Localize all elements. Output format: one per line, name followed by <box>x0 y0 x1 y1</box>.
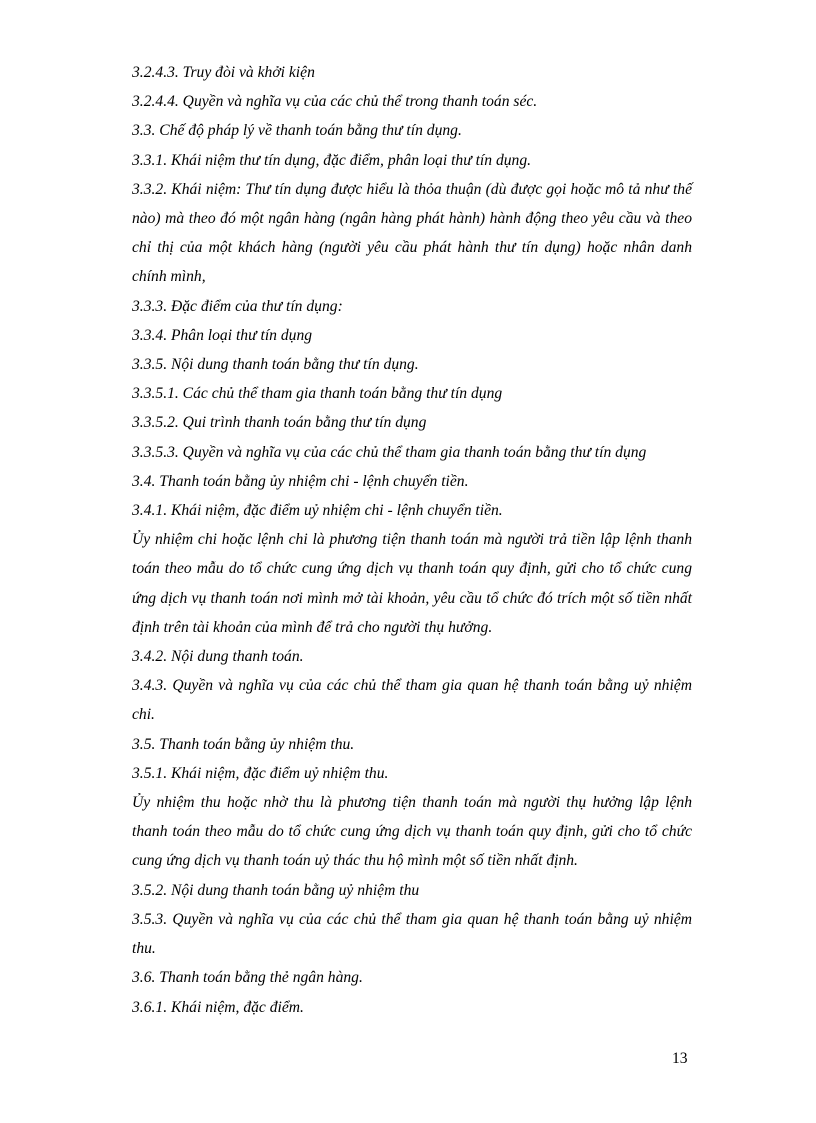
page-number: 13 <box>672 1050 688 1067</box>
heading-3-4: 3.4. Thanh toán bằng ủy nhiệm chi - lệnh chuyển tiền. <box>132 472 469 490</box>
heading-3-6-1: 3.6.1. Khái niệm, đặc điểm. <box>132 998 304 1016</box>
heading-3-6: 3.6. Thanh toán bằng thẻ ngân hàng. <box>132 969 363 987</box>
heading-3-2-4-3: 3.2.4.3. Truy đòi và khởi kiện <box>132 64 315 81</box>
heading-3-3-4: 3.3.4. Phân loại thư tín dụng <box>132 326 313 344</box>
heading-3-3-1: 3.3.1. Khái niệm thư tín dụng, đặc điểm, phân loại thư tín dụng. <box>132 151 532 169</box>
heading-3-4-2: 3.4.2. Nội dung thanh toán. <box>132 648 304 666</box>
heading-3-4-3: 3.4.3. Quyền và nghĩa vụ của các chủ thể tham gia quan hệ thanh toán bằng uỷ nhiệm chi. <box>132 677 692 724</box>
heading-3-5: 3.5. Thanh toán bằng ủy nhiệm thu. <box>132 735 355 753</box>
heading-3-2-4-4: 3.2.4.4. Quyền và nghĩa vụ của các chủ thể trong thanh toán séc. <box>132 93 538 111</box>
paragraph-3-3-2-definition: 3.3.2. Khái niệm: Thư tín dụng được hiểu là thỏa thuận (dù được gọi hoặc mô tả như thế nào) mà theo đó một ngân hàng (ngân hàng phát hành) hành động theo yêu cầu và theo chỉ thị của một khách hàng (người yêu cầu phát hành thư tín dụng) hoặc nhân danh chính mình, <box>132 180 692 286</box>
heading-3-3: 3.3. Chế độ pháp lý về thanh toán bằng thư tín dụng. <box>132 122 462 140</box>
heading-3-4-1: 3.4.1. Khái niệm, đặc điểm uỷ nhiệm chi - lệnh chuyển tiền. <box>132 502 503 520</box>
heading-3-3-5-1: 3.3.5.1. Các chủ thể tham gia thanh toán bằng thư tín dụng <box>132 385 503 403</box>
paragraph-uy-nhiem-chi: Ủy nhiệm chi hoặc lệnh chi là phương tiện thanh toán mà người trả tiền lập lệnh thanh toán theo mẫu do tổ chức cung ứng dịch vụ thanh toán quy định, gửi cho tổ chức cung ứng dịch vụ thanh toán nơi mình mở tài khoản, yêu cầu tổ chức đó trích một số tiền nhất định trên tài khoản của mình để trả cho người thụ hưởng. <box>132 531 692 636</box>
heading-3-5-3: 3.5.3. Quyền và nghĩa vụ của các chủ thể tham gia quan hệ thanh toán bằng uỷ nhiệm thu. <box>132 910 692 958</box>
heading-3-3-5-2: 3.3.5.2. Qui trình thanh toán bằng thư tín dụng <box>132 414 427 432</box>
heading-3-3-5: 3.3.5. Nội dung thanh toán bằng thư tín dụng. <box>132 356 419 374</box>
heading-3-5-1: 3.5.1. Khái niệm, đặc điểm uỷ nhiệm thu. <box>132 764 389 782</box>
document-body <box>132 58 692 1022</box>
heading-3-5-2: 3.5.2. Nội dung thanh toán bằng uỷ nhiệm thu <box>132 881 420 899</box>
heading-3-3-5-3: 3.3.5.3. Quyền và nghĩa vụ của các chủ thể tham gia thanh toán bằng thư tín dụng <box>132 443 647 461</box>
paragraph-uy-nhiem-thu: Ủy nhiệm thu hoặc nhờ thu là phương tiện thanh toán mà người thụ hưởng lập lệnh thanh toán theo mẫu do tổ chức cung ứng dịch vụ thanh toán quy định, gửi cho tổ chức cung ứng dịch vụ thanh toán uỷ thác thu hộ mình một số tiền nhất định. <box>132 794 692 870</box>
heading-3-3-3: 3.3.3. Đặc điểm của thư tín dụng: <box>132 297 343 315</box>
